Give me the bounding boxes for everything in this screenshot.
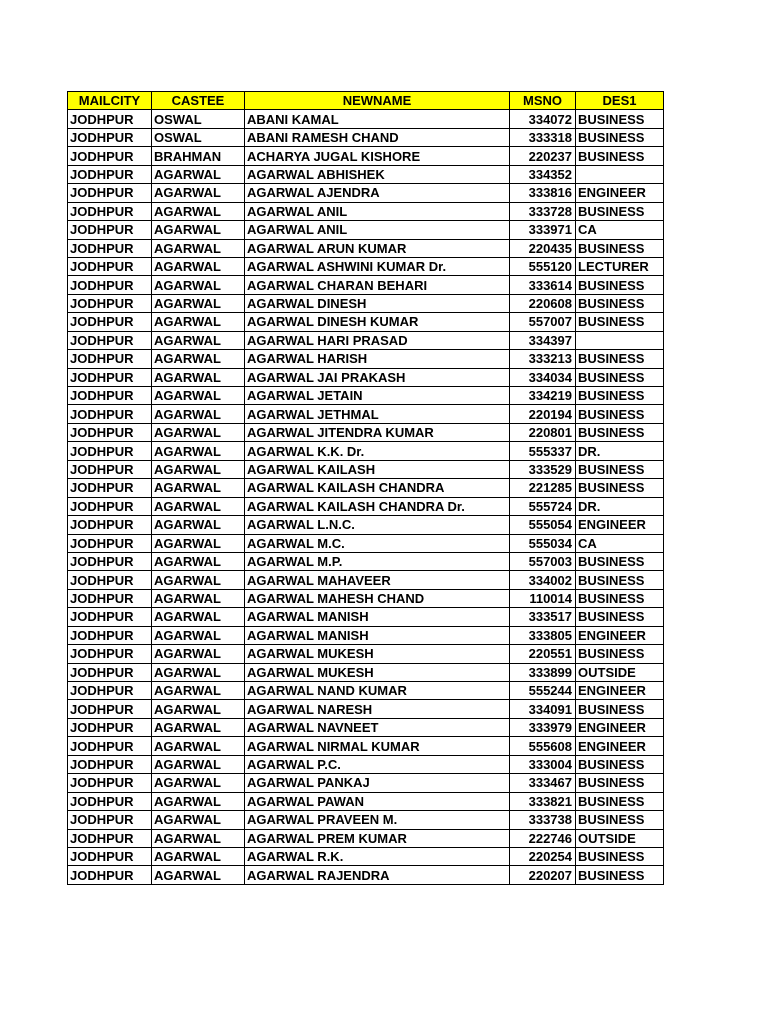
cell-castee: AGARWAL xyxy=(152,276,245,294)
cell-newname: AGARWAL JAI PRAKASH xyxy=(245,368,510,386)
cell-castee: AGARWAL xyxy=(152,257,245,275)
cell-msno: 220254 xyxy=(510,847,576,865)
cell-des1: BUSINESS xyxy=(576,847,664,865)
cell-msno: 333816 xyxy=(510,184,576,202)
cell-des1: BUSINESS xyxy=(576,552,664,570)
cell-newname: AGARWAL PREM KUMAR xyxy=(245,829,510,847)
cell-des1: ENGINEER xyxy=(576,184,664,202)
cell-msno: 334397 xyxy=(510,331,576,349)
cell-msno: 334072 xyxy=(510,110,576,128)
cell-newname: AGARWAL MUKESH xyxy=(245,645,510,663)
cell-des1: OUTSIDE xyxy=(576,663,664,681)
cell-mailcity: JODHPUR xyxy=(68,221,152,239)
table-row xyxy=(68,479,664,497)
cell-newname: AGARWAL KAILASH xyxy=(245,460,510,478)
cell-des1: BUSINESS xyxy=(576,645,664,663)
table-row xyxy=(68,202,664,220)
cell-castee: AGARWAL xyxy=(152,313,245,331)
cell-mailcity: JODHPUR xyxy=(68,645,152,663)
cell-castee: AGARWAL xyxy=(152,755,245,773)
table-row xyxy=(68,276,664,294)
cell-castee: AGARWAL xyxy=(152,479,245,497)
cell-msno: 557003 xyxy=(510,552,576,570)
cell-castee: AGARWAL xyxy=(152,460,245,478)
cell-newname: AGARWAL PANKAJ xyxy=(245,774,510,792)
table-row xyxy=(68,811,664,829)
table-row xyxy=(68,257,664,275)
cell-mailcity: JODHPUR xyxy=(68,571,152,589)
table-row xyxy=(68,552,664,570)
cell-newname: AGARWAL JITENDRA KUMAR xyxy=(245,423,510,441)
cell-des1: BUSINESS xyxy=(576,423,664,441)
cell-mailcity: JODHPUR xyxy=(68,110,152,128)
cell-mailcity: JODHPUR xyxy=(68,460,152,478)
cell-newname: AGARWAL DINESH xyxy=(245,294,510,312)
cell-newname: AGARWAL PRAVEEN M. xyxy=(245,811,510,829)
cell-castee: AGARWAL xyxy=(152,645,245,663)
cell-castee: AGARWAL xyxy=(152,239,245,257)
cell-des1 xyxy=(576,331,664,349)
cell-mailcity: JODHPUR xyxy=(68,682,152,700)
cell-newname: AGARWAL R.K. xyxy=(245,847,510,865)
cell-newname: AGARWAL RAJENDRA xyxy=(245,866,510,884)
cell-msno: 333805 xyxy=(510,626,576,644)
cell-castee: AGARWAL xyxy=(152,497,245,515)
cell-des1: BUSINESS xyxy=(576,202,664,220)
cell-des1: BUSINESS xyxy=(576,350,664,368)
cell-mailcity: JODHPUR xyxy=(68,350,152,368)
column-header-msno: MSNO xyxy=(510,92,576,110)
cell-mailcity: JODHPUR xyxy=(68,829,152,847)
cell-msno: 334002 xyxy=(510,571,576,589)
table-row xyxy=(68,497,664,515)
cell-newname: AGARWAL MUKESH xyxy=(245,663,510,681)
cell-castee: AGARWAL xyxy=(152,718,245,736)
table-row xyxy=(68,534,664,552)
table-row xyxy=(68,516,664,534)
cell-mailcity: JODHPUR xyxy=(68,774,152,792)
cell-castee: AGARWAL xyxy=(152,331,245,349)
cell-mailcity: JODHPUR xyxy=(68,165,152,183)
cell-newname: AGARWAL ANIL xyxy=(245,202,510,220)
cell-msno: 333213 xyxy=(510,350,576,368)
cell-castee: AGARWAL xyxy=(152,165,245,183)
cell-msno: 555054 xyxy=(510,516,576,534)
table-row xyxy=(68,774,664,792)
cell-mailcity: JODHPUR xyxy=(68,847,152,865)
column-header-mailcity: MAILCITY xyxy=(68,92,152,110)
cell-newname: AGARWAL AJENDRA xyxy=(245,184,510,202)
cell-newname: AGARWAL M.C. xyxy=(245,534,510,552)
header-row xyxy=(68,92,664,110)
cell-mailcity: JODHPUR xyxy=(68,331,152,349)
cell-msno: 333728 xyxy=(510,202,576,220)
table-row xyxy=(68,718,664,736)
table-row xyxy=(68,147,664,165)
cell-msno: 220435 xyxy=(510,239,576,257)
cell-msno: 220237 xyxy=(510,147,576,165)
cell-newname: AGARWAL NAND KUMAR xyxy=(245,682,510,700)
table-row xyxy=(68,571,664,589)
table-row xyxy=(68,608,664,626)
cell-des1: BUSINESS xyxy=(576,479,664,497)
cell-msno: 555120 xyxy=(510,257,576,275)
cell-mailcity: JODHPUR xyxy=(68,700,152,718)
table-row xyxy=(68,294,664,312)
cell-msno: 222746 xyxy=(510,829,576,847)
cell-des1: BUSINESS xyxy=(576,774,664,792)
cell-mailcity: JODHPUR xyxy=(68,257,152,275)
cell-mailcity: JODHPUR xyxy=(68,239,152,257)
cell-newname: AGARWAL MANISH xyxy=(245,626,510,644)
cell-newname: AGARWAL MAHAVEER xyxy=(245,571,510,589)
cell-des1 xyxy=(576,165,664,183)
table-row xyxy=(68,313,664,331)
cell-des1: BUSINESS xyxy=(576,128,664,146)
cell-mailcity: JODHPUR xyxy=(68,202,152,220)
table-row xyxy=(68,737,664,755)
cell-newname: AGARWAL P.C. xyxy=(245,755,510,773)
cell-newname: AGARWAL NARESH xyxy=(245,700,510,718)
cell-des1: BUSINESS xyxy=(576,368,664,386)
table-row xyxy=(68,331,664,349)
cell-mailcity: JODHPUR xyxy=(68,608,152,626)
cell-castee: AGARWAL xyxy=(152,663,245,681)
table-row xyxy=(68,165,664,183)
cell-castee: AGARWAL xyxy=(152,387,245,405)
cell-des1: ENGINEER xyxy=(576,626,664,644)
cell-mailcity: JODHPUR xyxy=(68,184,152,202)
cell-castee: AGARWAL xyxy=(152,423,245,441)
cell-des1: LECTURER xyxy=(576,257,664,275)
table-row xyxy=(68,700,664,718)
cell-des1: DR. xyxy=(576,497,664,515)
cell-castee: AGARWAL xyxy=(152,737,245,755)
cell-newname: AGARWAL KAILASH CHANDRA xyxy=(245,479,510,497)
cell-msno: 220551 xyxy=(510,645,576,663)
cell-newname: AGARWAL DINESH KUMAR xyxy=(245,313,510,331)
cell-msno: 220194 xyxy=(510,405,576,423)
cell-newname: AGARWAL MAHESH CHAND xyxy=(245,589,510,607)
cell-des1: ENGINEER xyxy=(576,516,664,534)
cell-des1: BUSINESS xyxy=(576,811,664,829)
cell-newname: AGARWAL HARI PRASAD xyxy=(245,331,510,349)
table-row xyxy=(68,755,664,773)
cell-castee: AGARWAL xyxy=(152,792,245,810)
cell-msno: 334219 xyxy=(510,387,576,405)
cell-msno: 334034 xyxy=(510,368,576,386)
cell-newname: AGARWAL PAWAN xyxy=(245,792,510,810)
cell-castee: AGARWAL xyxy=(152,202,245,220)
cell-des1: OUTSIDE xyxy=(576,829,664,847)
cell-newname: AGARWAL MANISH xyxy=(245,608,510,626)
cell-mailcity: JODHPUR xyxy=(68,423,152,441)
cell-newname: AGARWAL ARUN KUMAR xyxy=(245,239,510,257)
table-row xyxy=(68,368,664,386)
cell-msno: 333614 xyxy=(510,276,576,294)
cell-castee: AGARWAL xyxy=(152,866,245,884)
cell-msno: 110014 xyxy=(510,589,576,607)
cell-des1: BUSINESS xyxy=(576,387,664,405)
cell-mailcity: JODHPUR xyxy=(68,294,152,312)
cell-castee: OSWAL xyxy=(152,110,245,128)
cell-msno: 333467 xyxy=(510,774,576,792)
cell-msno: 333821 xyxy=(510,792,576,810)
cell-mailcity: JODHPUR xyxy=(68,552,152,570)
cell-newname: ABANI RAMESH CHAND xyxy=(245,128,510,146)
table-row xyxy=(68,405,664,423)
cell-msno: 334352 xyxy=(510,165,576,183)
cell-newname: AGARWAL KAILASH CHANDRA Dr. xyxy=(245,497,510,515)
table-row xyxy=(68,792,664,810)
table-row xyxy=(68,663,664,681)
cell-des1: BUSINESS xyxy=(576,276,664,294)
cell-castee: AGARWAL xyxy=(152,829,245,847)
cell-des1: BUSINESS xyxy=(576,147,664,165)
cell-mailcity: JODHPUR xyxy=(68,147,152,165)
cell-des1: CA xyxy=(576,221,664,239)
cell-msno: 220608 xyxy=(510,294,576,312)
cell-castee: AGARWAL xyxy=(152,516,245,534)
cell-castee: AGARWAL xyxy=(152,294,245,312)
cell-mailcity: JODHPUR xyxy=(68,866,152,884)
column-header-castee: CASTEE xyxy=(152,92,245,110)
cell-castee: AGARWAL xyxy=(152,626,245,644)
cell-des1: BUSINESS xyxy=(576,571,664,589)
cell-mailcity: JODHPUR xyxy=(68,313,152,331)
table-row xyxy=(68,460,664,478)
cell-newname: AGARWAL ABHISHEK xyxy=(245,165,510,183)
cell-castee: AGARWAL xyxy=(152,221,245,239)
cell-des1: BUSINESS xyxy=(576,110,664,128)
table-row xyxy=(68,110,664,128)
cell-msno: 557007 xyxy=(510,313,576,331)
table-row xyxy=(68,866,664,884)
cell-castee: AGARWAL xyxy=(152,811,245,829)
cell-castee: AGARWAL xyxy=(152,350,245,368)
column-header-newname: NEWNAME xyxy=(245,92,510,110)
cell-newname: AGARWAL L.N.C. xyxy=(245,516,510,534)
cell-msno: 334091 xyxy=(510,700,576,718)
cell-mailcity: JODHPUR xyxy=(68,792,152,810)
cell-mailcity: JODHPUR xyxy=(68,276,152,294)
cell-des1: BUSINESS xyxy=(576,866,664,884)
cell-des1: BUSINESS xyxy=(576,294,664,312)
cell-des1: BUSINESS xyxy=(576,700,664,718)
cell-des1: ENGINEER xyxy=(576,718,664,736)
cell-newname: AGARWAL JETHMAL xyxy=(245,405,510,423)
cell-newname: AGARWAL ANIL xyxy=(245,221,510,239)
table-row xyxy=(68,829,664,847)
cell-newname: AGARWAL K.K. Dr. xyxy=(245,442,510,460)
cell-newname: AGARWAL ASHWINI KUMAR Dr. xyxy=(245,257,510,275)
cell-castee: AGARWAL xyxy=(152,847,245,865)
cell-des1: BUSINESS xyxy=(576,589,664,607)
table-row xyxy=(68,589,664,607)
table-row xyxy=(68,847,664,865)
cell-mailcity: JODHPUR xyxy=(68,737,152,755)
cell-des1: BUSINESS xyxy=(576,405,664,423)
cell-msno: 555608 xyxy=(510,737,576,755)
cell-msno: 333517 xyxy=(510,608,576,626)
cell-des1: ENGINEER xyxy=(576,682,664,700)
cell-mailcity: JODHPUR xyxy=(68,368,152,386)
cell-mailcity: JODHPUR xyxy=(68,442,152,460)
cell-castee: AGARWAL xyxy=(152,184,245,202)
cell-newname: AGARWAL NIRMAL KUMAR xyxy=(245,737,510,755)
table-row xyxy=(68,682,664,700)
cell-mailcity: JODHPUR xyxy=(68,128,152,146)
cell-msno: 555034 xyxy=(510,534,576,552)
cell-newname: AGARWAL JETAIN xyxy=(245,387,510,405)
cell-newname: AGARWAL HARISH xyxy=(245,350,510,368)
cell-des1: BUSINESS xyxy=(576,755,664,773)
table-row xyxy=(68,128,664,146)
cell-msno: 333738 xyxy=(510,811,576,829)
table-body xyxy=(68,110,664,884)
cell-mailcity: JODHPUR xyxy=(68,516,152,534)
cell-msno: 555337 xyxy=(510,442,576,460)
cell-msno: 333979 xyxy=(510,718,576,736)
cell-mailcity: JODHPUR xyxy=(68,663,152,681)
table-header xyxy=(68,92,664,110)
cell-castee: OSWAL xyxy=(152,128,245,146)
cell-castee: AGARWAL xyxy=(152,571,245,589)
cell-castee: AGARWAL xyxy=(152,608,245,626)
cell-castee: AGARWAL xyxy=(152,774,245,792)
table-row xyxy=(68,645,664,663)
cell-castee: AGARWAL xyxy=(152,552,245,570)
cell-castee: AGARWAL xyxy=(152,682,245,700)
table-row xyxy=(68,387,664,405)
cell-msno: 333899 xyxy=(510,663,576,681)
cell-des1: BUSINESS xyxy=(576,460,664,478)
table-row xyxy=(68,626,664,644)
cell-msno: 555724 xyxy=(510,497,576,515)
cell-castee: AGARWAL xyxy=(152,405,245,423)
cell-mailcity: JODHPUR xyxy=(68,405,152,423)
cell-des1: BUSINESS xyxy=(576,313,664,331)
cell-newname: AGARWAL CHARAN BEHARI xyxy=(245,276,510,294)
cell-castee: BRAHMAN xyxy=(152,147,245,165)
table-row xyxy=(68,221,664,239)
cell-newname: ABANI KAMAL xyxy=(245,110,510,128)
cell-mailcity: JODHPUR xyxy=(68,718,152,736)
cell-mailcity: JODHPUR xyxy=(68,589,152,607)
cell-des1: BUSINESS xyxy=(576,792,664,810)
cell-msno: 333318 xyxy=(510,128,576,146)
cell-des1: BUSINESS xyxy=(576,239,664,257)
cell-mailcity: JODHPUR xyxy=(68,626,152,644)
cell-castee: AGARWAL xyxy=(152,442,245,460)
cell-des1: CA xyxy=(576,534,664,552)
member-table xyxy=(67,91,664,885)
cell-des1: BUSINESS xyxy=(576,608,664,626)
table-row xyxy=(68,184,664,202)
cell-mailcity: JODHPUR xyxy=(68,479,152,497)
cell-mailcity: JODHPUR xyxy=(68,497,152,515)
cell-msno: 333529 xyxy=(510,460,576,478)
cell-msno: 221285 xyxy=(510,479,576,497)
table-row xyxy=(68,350,664,368)
column-header-des1: DES1 xyxy=(576,92,664,110)
table-row xyxy=(68,423,664,441)
cell-msno: 220801 xyxy=(510,423,576,441)
cell-msno: 555244 xyxy=(510,682,576,700)
cell-castee: AGARWAL xyxy=(152,368,245,386)
table-row xyxy=(68,239,664,257)
cell-castee: AGARWAL xyxy=(152,589,245,607)
cell-des1: ENGINEER xyxy=(576,737,664,755)
cell-newname: AGARWAL NAVNEET xyxy=(245,718,510,736)
cell-mailcity: JODHPUR xyxy=(68,755,152,773)
cell-newname: AGARWAL M.P. xyxy=(245,552,510,570)
cell-mailcity: JODHPUR xyxy=(68,811,152,829)
cell-newname: ACHARYA JUGAL KISHORE xyxy=(245,147,510,165)
cell-msno: 333971 xyxy=(510,221,576,239)
cell-msno: 220207 xyxy=(510,866,576,884)
cell-mailcity: JODHPUR xyxy=(68,534,152,552)
cell-castee: AGARWAL xyxy=(152,700,245,718)
cell-castee: AGARWAL xyxy=(152,534,245,552)
cell-msno: 333004 xyxy=(510,755,576,773)
cell-des1: DR. xyxy=(576,442,664,460)
table-row xyxy=(68,442,664,460)
cell-mailcity: JODHPUR xyxy=(68,387,152,405)
